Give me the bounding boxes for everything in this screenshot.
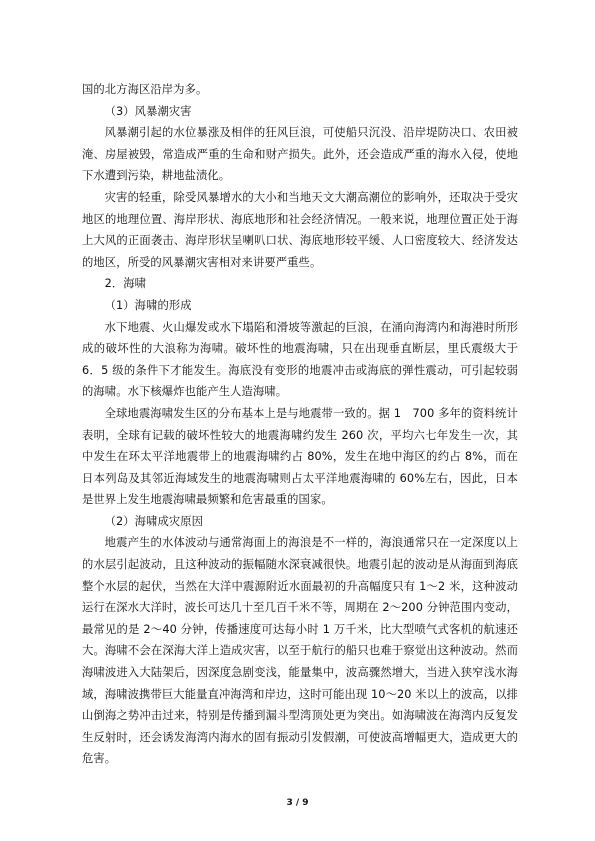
paragraph-disaster-severity: 灾害的轻重，除受风暴增水的大小和当地天文大潮高潮位的影响外，还取决于受灾地区的地理位置、海岸形状、海底地形和社会经济情况。一般来说，地理位置正处于海上大风的正面袭击、海岸形状呈喇叭口状、海底地形较平缓、人口密度较大、经济发达的地区，所受的风暴潮灾害相对来讲要严重些。 [82, 190, 518, 269]
heading-tsunami-causes: （2）海啸成灾原因 [104, 514, 204, 528]
paragraph-tsunami-definition: 水下地震、火山爆发或水下塌陷和滑坡等激起的巨浪，在涌向海湾内和海港时所形成的破坏性的大浪称为海啸。破坏性的地震海啸，只在出现垂直断层，里氏震级大于 6．5 级的条件下才能发生。海底没有变形的地震冲击或海底的弹性震动，可引起较弱的海啸。水下核爆炸也能产生人造海啸。 [82, 320, 518, 399]
paragraph-tsunami-mechanism: 地震产生的水体波动与通常海面上的海浪是不一样的，海浪通常只在一定深度以上的水层引起波动，且这种波动的振幅随水深衰减很快。地震引起的波动是从海面到海底整个水层的起伏，当然在大洋中震源附近水面最初的升高幅度只有 1～2 米，这种波动运行在深水大洋时，波长可达几十至几百千米不等，周期在 2～200 分钟范围内变动，最常见的是 2～40 分钟，传播速度可达每小时 1 万千米，比大型喷气式客机的航速还大。海啸不会在深海大洋上造成灾害，以至于航行的船只也难于察觉出这种波动。然而海啸波进入大陆架后，因深度急剧变浅，能量集中，波高骤然增大，当进入狭窄浅水海域，海啸波携带巨大能量直冲海湾和岸边，这时可能出现 10～20 米以上的波高，以排山倒海之势冲击过来，特别是传播到漏斗型湾顶处更为突出。如海啸波在海湾内反复发生反射时，还会诱发海湾内海水的固有振动引发假潮，可使波高增幅更大，造成更大的危害。 [82, 536, 518, 766]
page-number: 3 / 9 [286, 798, 309, 808]
paragraph-tsunami-distribution: 全球地震海啸发生区的分布基本上是与地震带一致的。据 1 700 多年的资料统计表明，全球有记载的破坏性较大的地震海啸约发生 260 次，平均六七年发生一次，其中发生在环太平洋地震带上的地震海啸约占 80%，发生在地中海区的约占 8%，而在日本列岛及其邻近海域发生的地震海啸则占太平洋地震海啸的 60%左右，因此，日本是世界上发生地震海啸最频繁和危害最重的国家。 [82, 406, 518, 507]
heading-tsunami-formation: （1）海啸的形成 [104, 298, 192, 312]
paragraph-continuation: 国的北方海区沿岸为多。 [82, 83, 208, 96]
heading-storm-surge-disaster: （3）风暴潮灾害 [104, 104, 192, 118]
heading-tsunami: 2．海啸 [104, 277, 147, 291]
paragraph-storm-surge-effects: 风暴潮引起的水位暴涨及相伴的狂风巨浪，可使船只沉没、沿岸堤防决口、农田被淹、房屋被毁，常造成严重的生命和财产损失。此外，还会造成严重的海水入侵，使地下水遭到污染，耕地盐渍化。 [82, 126, 518, 183]
document-body [82, 79, 518, 770]
